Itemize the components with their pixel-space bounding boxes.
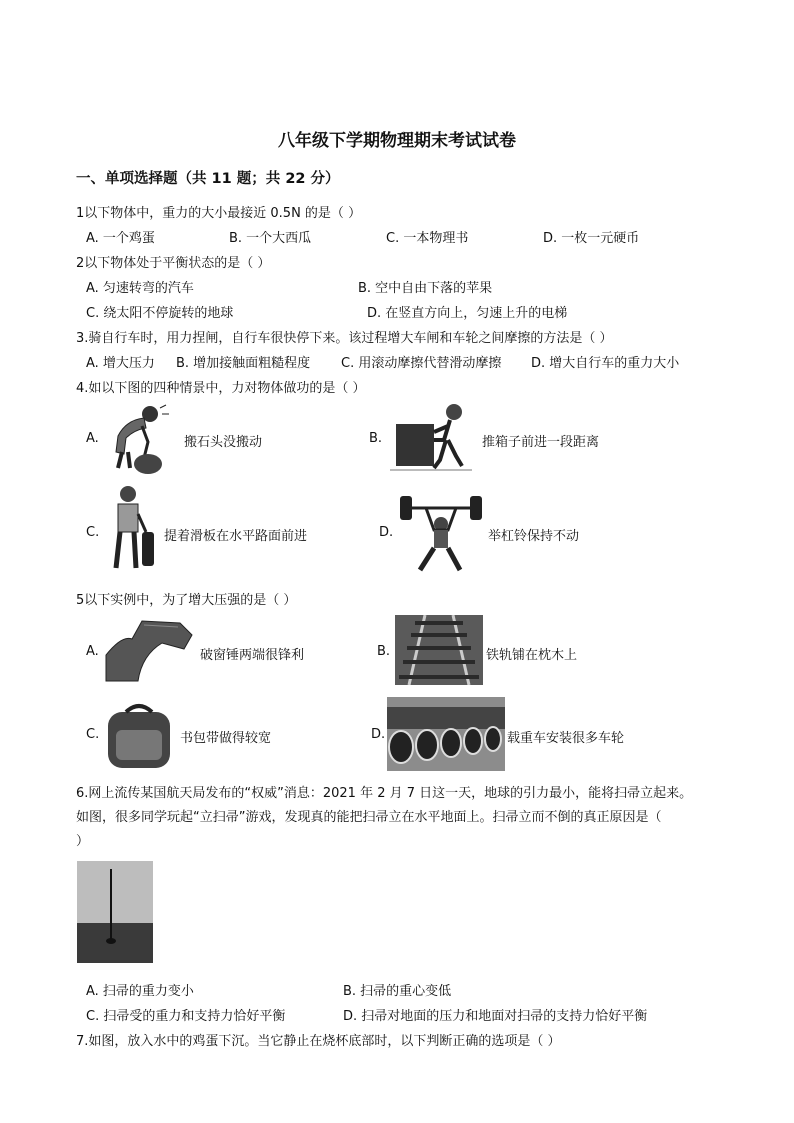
person-carrying-skateboard-icon (106, 484, 160, 578)
q6-option-d: D. 扫帚对地面的压力和地面对扫帚的支持力恰好平衡 (343, 1009, 648, 1024)
q4-image-d (396, 490, 486, 576)
q5-caption-a: 破窗锤两端很锋利 (200, 648, 305, 663)
question-6-line-1: 6.网上流传某国航天局发布的“权威”消息：2021 年 2 月 7 日这一天，地球的引力最小，能将扫帚立起来。 (76, 786, 693, 801)
q4-caption-b: 推箱子前进一段距离 (482, 435, 600, 450)
q5-letter-a: A. (86, 644, 99, 659)
person-pushing-box-icon (390, 400, 472, 476)
question-6-line-3: ） (76, 834, 90, 849)
q5-caption-d: 载重车安装很多车轮 (507, 731, 625, 746)
q6-option-a: A. 扫帚的重力变小 (86, 984, 194, 999)
q5-image-d (387, 697, 505, 771)
q2-option-b: B. 空中自由下落的苹果 (358, 281, 493, 296)
q4-letter-b: B. (369, 431, 383, 446)
q4-letter-a: A. (86, 431, 99, 446)
standing-broom-icon (77, 861, 153, 963)
q5-letter-c: C. (86, 727, 100, 742)
question-1-stem: 1以下物体中，重力的大小最接近 0.5N 的是（ ） (76, 206, 362, 221)
q4-letter-c: C. (86, 525, 100, 540)
q2-option-c: C. 绕太阳不停旋转的地球 (86, 306, 234, 321)
q5-image-a (102, 615, 194, 683)
q6-image-broom (77, 861, 153, 963)
q1-option-b: B. 一个大西瓜 (229, 231, 312, 246)
q5-letter-d: D. (371, 727, 386, 742)
q4-letter-d: D. (379, 525, 394, 540)
question-2-stem: 2以下物体处于平衡状态的是（ ） (76, 256, 271, 271)
q5-letter-b: B. (377, 644, 391, 659)
q6-option-c: C. 扫帚受的重力和支持力恰好平衡 (86, 1009, 286, 1024)
q6-option-b: B. 扫帚的重心变低 (343, 984, 452, 999)
page-title: 八年级下学期物理期末考试试卷 (278, 131, 516, 151)
q5-image-c (102, 700, 176, 770)
q4-image-a (104, 402, 176, 476)
q4-caption-d: 举杠铃保持不动 (488, 529, 580, 544)
q4-image-b (390, 400, 472, 476)
q2-option-d: D. 在竖直方向上，匀速上升的电梯 (367, 306, 568, 321)
question-5-stem: 5以下实例中，为了增大压强的是（ ） (76, 593, 297, 608)
q1-option-c: C. 一本物理书 (386, 231, 469, 246)
section-heading: 一、单项选择题（共 11 题；共 22 分） (76, 171, 340, 187)
q3-option-c: C. 用滚动摩擦代替滑动摩擦 (341, 356, 502, 371)
question-4-stem: 4.如以下图的四种情景中，力对物体做功的是（ ） (76, 381, 366, 396)
q1-option-d: D. 一枚一元硬币 (543, 231, 640, 246)
question-7-stem: 7.如图，放入水中的鸡蛋下沉。当它静止在烧杯底部时，以下判断正确的选项是（ ） (76, 1034, 561, 1049)
backpack-icon (102, 700, 176, 770)
q1-option-a: A. 一个鸡蛋 (86, 231, 155, 246)
weightlifter-icon (396, 490, 486, 576)
safety-hammer-icon (102, 615, 194, 683)
q5-caption-c: 书包带做得较宽 (180, 731, 272, 746)
railway-track-icon (395, 615, 483, 685)
q3-option-a: A. 增大压力 (86, 356, 155, 371)
person-lifting-stone-icon (104, 402, 176, 476)
q5-caption-b: 铁轨铺在枕木上 (486, 648, 578, 663)
q5-image-b (395, 615, 483, 685)
q2-option-a: A. 匀速转弯的汽车 (86, 281, 194, 296)
q3-option-d: D. 增大自行车的重力大小 (531, 356, 680, 371)
q4-caption-a: 搬石头没搬动 (184, 435, 263, 450)
q3-option-b: B. 增加接触面粗糙程度 (176, 356, 311, 371)
question-3-stem: 3.骑自行车时，用力捏闸，自行车很快停下来。该过程增大车闸和车轮之间摩擦的方法是（ ） (76, 331, 613, 346)
question-6-line-2: 如图，很多同学玩起“立扫帚”游戏，发现真的能把扫帚立在水平地面上。扫帚立而不倒的真正原因是（ (76, 810, 662, 825)
q4-caption-c: 提着滑板在水平路面前进 (164, 529, 308, 544)
q4-image-c (106, 484, 160, 578)
heavy-truck-wheels-icon (387, 697, 505, 771)
